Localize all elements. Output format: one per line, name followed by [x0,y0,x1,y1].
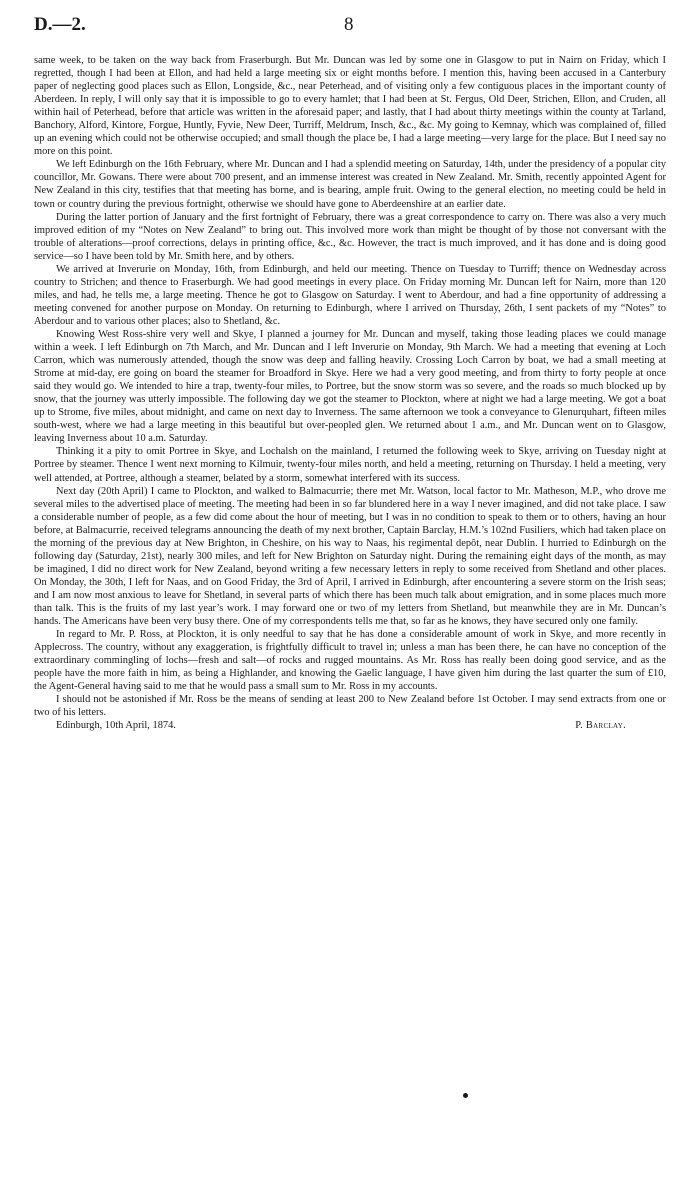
place-date: Edinburgh, 10th April, 1874. [56,720,176,732]
body-text [34,54,666,732]
page-header [34,14,670,40]
paragraph: In regard to Mr. P. Ross, at Plockton, it is only needful to say that he has done a considerable amount of work in Skye, and more recently in Applecross. The country, without any exaggeration, is frightfully difficult to travel in; unless a man has been there, he can have no conception of the extraordinary commingling of lochs—fresh and salt—of rocks and rugged mountains. As Mr. Ross has really been doing good service, and as the people have the more faith in him, as being a Highlander, and knowing the Gaelic language, I have given him during the last quarter the sum of £10, the Agent-General having said to me that he would pass a small sum to Mr. Ross in my accounts. [34,629,666,693]
paragraph: Next day (20th April) I came to Plockton, and walked to Balmacurrie; there met Mr. Watson, local factor to Mr. Matheson, M.P., who drove me several miles to the advertised place of meeting. The meeting had been in so far blundered here in a way I never imagined, and did not take place. I saw a considerable number of people, as a few did come about the hour of meeting, but I was in no condition to speak to them or to others, having an hour before, at Balmacurrie, received telegrams announcing the death of my next brother, Captain Barclay, H.M.’s 102nd Fusiliers, which had taken place on the morning of the previous day at New Brighton, in Cheshire, on his way to Naas, his regimental depôt, near Dublin. I hurried to Edinburgh on the following day (Saturday, 21st), nearly 300 miles, and left for New Brighton on Saturday night. During the remaining eight days of the month, as may be imagined, I did no direct work for New Zealand, beyond writing a few necessary letters in reply to some received from Shetland and other places. On Monday, the 30th, I left for Naas, and on Good Friday, the 3rd of April, I arrived in Edinburgh, after encountering a severe storm on the Irish seas; and I am now most anxious to leave for Shetland, in several parts of which there has been much talk about emigration, and in some places much more than talk. This is the fruits of my last year’s work. I may forward one or two of my letters from Shetland, but meanwhile they are in Mr. Duncan’s hands. The Americans have been very busy there. One of my correspondents tells me that, so far as he knows, they have secured only one family. [34,485,666,628]
paragraph: same week, to be taken on the way back from Fraserburgh. But Mr. Duncan was led by some one in Glasgow to put in Nairn on Friday, which I regretted, though I had been at Ellon, and had held a large meeting six or eight months before. I mention this, having been accused in a Canterbury paper of neglecting good places such as Ellon, Longside, &c., near Peterhead, and of visiting only a few contiguous places in the important county of Aberdeen. In reply, I will only say that it is impossible to go to every hamlet; that I had been at St. Fergus, Old Deer, Strichen, Ellon, and Cruden, all within hail of Peterhead, before that article was written in the aforesaid paper; and lastly, that I had about thirty meetings within the county at Tarland, Banchory, Alford, Kintore, Forgue, Huntly, Fyvie, New Deer, Turriff, Meldrum, Insch, &c., &c. My going to Kemnay, which was complained of, filled up an evening which could not be otherwise occupied; and small though the place be, I had a large meeting—very large for the place. But I need say no more on this point. [34,55,666,158]
paragraph: I should not be astonished if Mr. Ross be the means of sending at least 200 to New Zealand before 1st October. I may send extracts from one or two of his letters. [34,694,666,719]
paragraph: Thinking it a pity to omit Portree in Skye, and Lochalsh on the mainland, I returned the following week to Skye, arriving on Tuesday night at Portree by steamer. Thence I went next morning to Kilmuir, twenty-four miles north, and held a meeting, returning on Thursday. I held a meeting, very well attended, at Portree, although a steamer, belated by a storm, somewhat interfered with its success. [34,446,666,484]
paragraph: We arrived at Inverurie on Monday, 16th, from Edinburgh, and held our meeting. Thence on Tuesday to Turriff; thence on Wednesday across country to Strichen; and thence to Fraserburgh. We had good meetings in every place. On Friday morning Mr. Duncan left for Nairn, more than 120 miles, and had, he tells me, a large meeting. Thence he got to Glasgow on Saturday. I went to Aberdour, and had a fine opportunity of addressing a meeting convened for another purpose on Monday. On returning to Edinburgh, where I arrived on Thursday, 26th, I sent packets of my “Notes” to Aberdour and to various other places; also to Shetland, &c. [34,263,666,327]
paragraph: Knowing West Ross-shire very well and Skye, I planned a journey for Mr. Duncan and myself, taking those leading places we could manage within a week. I left Edinburgh on 7th March, and Mr. Duncan and I left Inverurie on Monday, 9th March. We had a meeting that evening at Loch Carron, which was numerously attended, though the snow was deep and falling heavily. Crossing Loch Carron by boat, we had a small meeting at Strome at mid-day, ere going on board the steamer for Broadford in Skye. Here we had a very good meeting, and from thirty to forty people at once said they would go. We intended to hire a trap, twenty-four miles, to Portree, but the snow storm was so severe, and the roads so much blocked up by snow, that the journey was utterly impossible. The following day we got the steamer to Plockton, where at night we had a large meeting. We got a boat up to Strome, five miles, about midnight, and came on next day to Inverness. The same afternoon we took a conveyance to Glenurquhart, fifteen miles south-west, where we had a large meeting in this beautiful but over-peopled glen. We returned about 1 a.m., and Mr. Duncan went on to Glasgow, leaving Inverness about 10 a.m. Saturday. [34,328,666,445]
document-reference: D.—2. [34,14,86,35]
ink-mark [463,1093,468,1098]
paragraph: During the latter portion of January and the first fortnight of February, there was a great correspondence to carry on. There was also a very much improved edition of my “Notes on New Zealand” to bring out. This involved more work than might be thought of by those not conversant with the trouble of alterations—proof corrections, delays in printing office, &c., &c. However, the tract is much improved, and it has done and is doing good service—so I have been told by Mr. Smith here, and by others. [34,211,666,262]
closing-line [34,719,666,732]
page-number: 8 [344,14,354,35]
signature: P. Barclay. [575,720,626,732]
paragraph: We left Edinburgh on the 16th February, where Mr. Duncan and I had a splendid meeting on Saturday, 14th, under the presidency of a popular city councillor, Mr. Gowans. There were about 700 present, and an immense interest was created in New Zealand. Mr. Smith, recently appointed Agent for New Zealand in this city, testifies that that meeting has borne, and is bearing, ample fruit. Owing to the general election, no meeting could be held in town or country during the previous fortnight, otherwise we should have gone to Aberdeenshire at an earlier date. [34,159,666,210]
